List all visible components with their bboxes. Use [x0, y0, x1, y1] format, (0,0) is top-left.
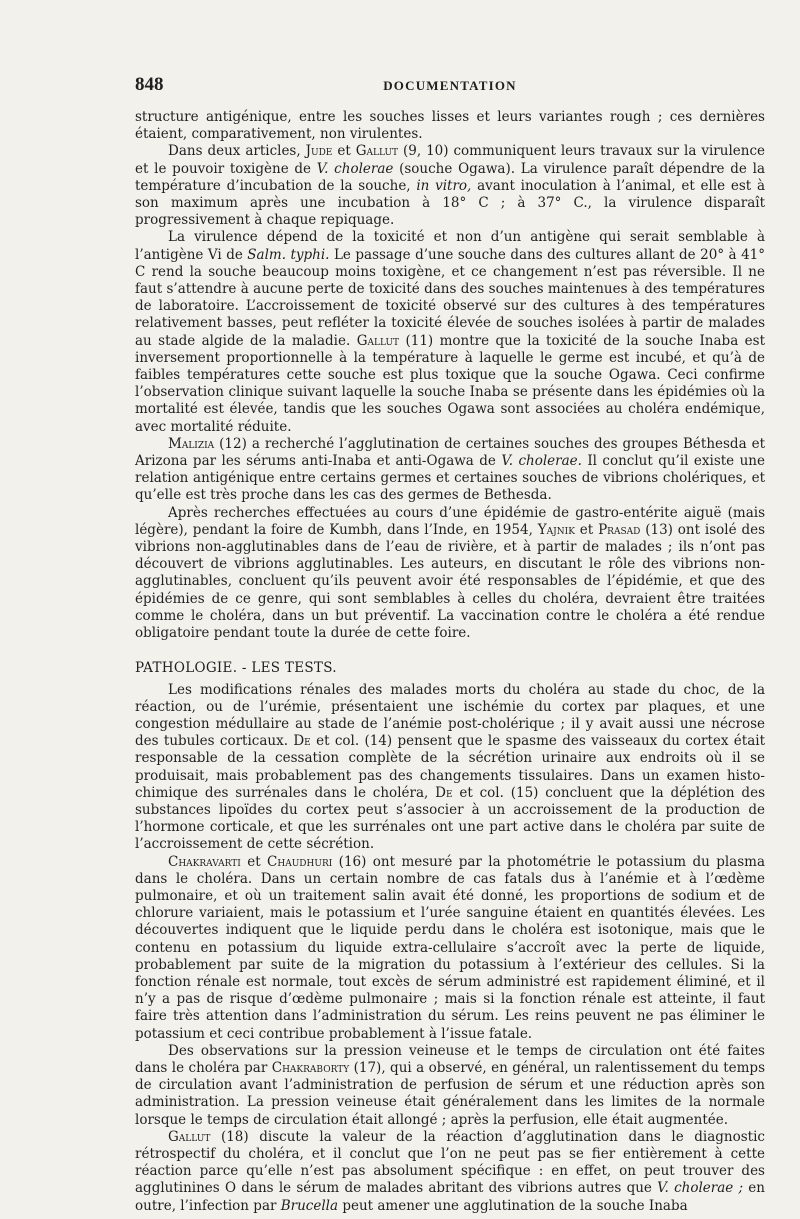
author-name: Malizia: [168, 435, 215, 452]
paragraph: [135, 436, 765, 505]
text-run: (18) discute la valeur de la réaction d’agglutination dans le diagnostic rétrospectif du choléra, et il conclut que l’on ne peut pas se fier entièrement à cette réaction parce qu’elle n’est pas absolument spécifique : en effet, on peut trouver des agglutinines O dans le sérum de malades abritant des vibrions autres que: [135, 1128, 765, 1197]
running-title: DOCUMENTATION: [383, 78, 517, 93]
page-header: [135, 74, 765, 96]
section-heading: PATHOLOGIE. - LES TESTS.: [135, 660, 337, 677]
author-name: Gallut: [356, 332, 400, 349]
text-run: et: [574, 521, 599, 538]
text-run: (16) ont mesuré par la photométrie le potassium du plasma dans le choléra. Dans un certain nombre de cas fatals dus à l’anémie et à l’œdème pulmonaire, et où un traitement salin avait été donné, les proportions de sodium et de chlorure variaient, mais le potassium et l’urée sanguine étaient en quantités élevées. Les découvertes indiquent que le liquide perdu dans le choléra est isotonique, mais que le contenu en potassium du liquide extra-cellulaire s’accroît avec la perte de liquide, probablement par suite de la migration du potassium à l’extérieur des cellules. Si la fonction rénale est normale, tout excès de sérum administré est rapidement éliminé, et il n’y a pas de risque d’œdème pulmonaire ; mais si la fonction rénale est atteinte, il faut faire très attention dans l’administration du sérum. Les reins peuvent ne pas éliminer le potassium et ceci contribue probablement à l’issue fatale.: [135, 853, 765, 1042]
paragraph: [135, 109, 765, 143]
paragraph: [135, 1129, 765, 1215]
italic-term: V. cholerae.: [501, 453, 582, 470]
text-run: (11) montre que la toxicité de la souche Inaba est inversement proportionnelle à la température à laquelle le germe est incubé, et qu’à de faibles températures cette souche est plus toxique que la souche Ogawa. Ceci confirme l’observation clinique suivant laquelle la souche Inaba se présente dans les épidémies où la mortalité est élevée, tandis que les souches Ogawa sont associées au choléra endémique, avec mortalité réduite.: [135, 332, 766, 435]
paragraph: [135, 682, 765, 854]
paragraph: [135, 505, 765, 643]
text-run: Des observations sur la pression veineuse et le temps de circulation ont été faites dans le choléra par: [135, 1042, 765, 1076]
author-name: Yajnik: [537, 521, 575, 538]
text-run: (13) ont isolé des vibrions non-agglutinables dans de l’eau de rivière, et à partir de malades ; ils n’ont pas découvert de vibrions agglutinables. Les auteurs, en discutant le rôle des vibrions non-agglutinables, concluent qu’ils peuvent avoir été responsables de l’épidémie, et que des épidémies de ce genre, qui sont semblables à celles du choléra, devraient être traitées comme le choléra, dans un but préventif. La vaccination contre le choléra a été rendue obligatoire pendant toute la durée de cette foire.: [135, 521, 766, 642]
author-name: Chakravarti: [168, 853, 241, 870]
text-run: structure antigénique, entre les souches lisses et leurs variantes rough ; ces dernières étaient, comparativement, non virulentes.: [135, 109, 765, 143]
text-run: (souche Ogawa). La virulence paraît dépendre de la température d’incubation de la souche,: [135, 160, 765, 194]
text-run: Dans deux articles,: [168, 143, 306, 160]
author-name: Prasad: [598, 521, 641, 538]
paragraph: [135, 143, 765, 229]
text-run: Le passage d’une souche dans des cultures allant de 20° à 41° C rend la souche beaucoup moins toxigène, et ce changement n’est pas réversible. Il ne faut s’attendre à aucune perte de toxicité dans des souches maintenues à des températures de laboratoire. L’accroissement de toxicité observé sur des cultures à des températures relativement basses, peut refléter la toxicité élevée de souches isolées à partir de malades au stade algide de la maladie.: [135, 246, 765, 349]
italic-term: Salm. typhi.: [247, 246, 330, 263]
text-run: et col. (15) concluent que la déplétion des substances lipoïdes du cortex peut s’associer à un accroissement de la production de l’hormone corticale, et que les surrénales ont une part active dans le choléra par suite de l’accroissement de cette sécrétion.: [135, 784, 765, 853]
text-run: peut amener une agglutination de la souche Inaba: [338, 1197, 688, 1214]
italic-term: in vitro,: [416, 177, 472, 194]
body-text: [135, 109, 765, 1215]
author-name: Gallut: [355, 143, 399, 160]
paragraph: [135, 854, 765, 1043]
author-name: Chaudhuri: [267, 853, 333, 870]
paragraph: [135, 229, 765, 435]
text-run: La virulence dépend de la toxicité et non d’un antigène qui serait semblable à l’antigène Vi de: [135, 229, 765, 263]
text-run: et: [240, 853, 268, 870]
italic-term: V. cholerae ;: [657, 1180, 744, 1197]
text-run: (12) a recherché l’agglutination de certaines souches des groupes Béthesda et Arizona par les sérums anti-Inaba et anti-Ogawa de: [135, 435, 765, 470]
text-run: Après recherches effectuées au cours d’une épidémie de gastro-entérite aiguë (mais légère), pendant la foire de Kumbh, dans l’Inde, en 1954,: [135, 504, 765, 538]
author-name: Chakraborty: [271, 1059, 350, 1076]
text-run: et col. (14) pensent que le spasme des vaisseaux du cortex était responsable de la cessation complète de la sécrétion urinaire aux endroits où il se produisait, mais probablement pas des changements tissulaires. Dans un examen histo-chimique des surrénales dans le choléra,: [135, 733, 766, 801]
text-run: (9, 10) communiquent leurs travaux sur la virulence et le pouvoir toxigène de: [135, 143, 766, 177]
italic-term: Brucella: [280, 1197, 339, 1214]
page-number: 848: [135, 74, 164, 95]
italic-term: V. cholerae: [316, 160, 394, 177]
text-run: Les modifications rénales des malades morts du choléra au stade du choc, de la réaction, ou de l’urémie, présentaient une ischémie du cortex par plaques, et une congestion médullaire au stade de l’anémie post-cholérique ; il y avait aussi une nécrose des tubules corticaux.: [135, 681, 765, 750]
text-run: et: [332, 143, 356, 160]
text-run: avant inoculation à l’animal, et elle est à son maximum après une incubation à 18° C ; à 37° C., la virulence disparaît progressivement à chaque repiquage.: [135, 177, 766, 229]
paragraph: [135, 1043, 765, 1129]
author-name: De: [293, 733, 311, 750]
text-run: en outre, l’infection par: [135, 1180, 765, 1214]
text-run: Il conclut qu’il existe une relation antigénique entre certains germes et certaines souches de vibrions cholériques, et qu’elle est très proche dans les cas des germes de Bethesda.: [135, 453, 765, 504]
author-name: De: [435, 784, 453, 801]
author-name: Gallut: [168, 1128, 211, 1145]
text-run: (17), qui a observé, en général, un ralentissement du temps de circulation avant l’administration de perfusion de sérum et une réduction après son administration. La pression veineuse était généralement dans les limites de la normale lorsque le temps de circulation était allongé ; après la perfusion, elle était augmentée.: [135, 1059, 765, 1128]
author-name: Jude: [305, 143, 333, 160]
